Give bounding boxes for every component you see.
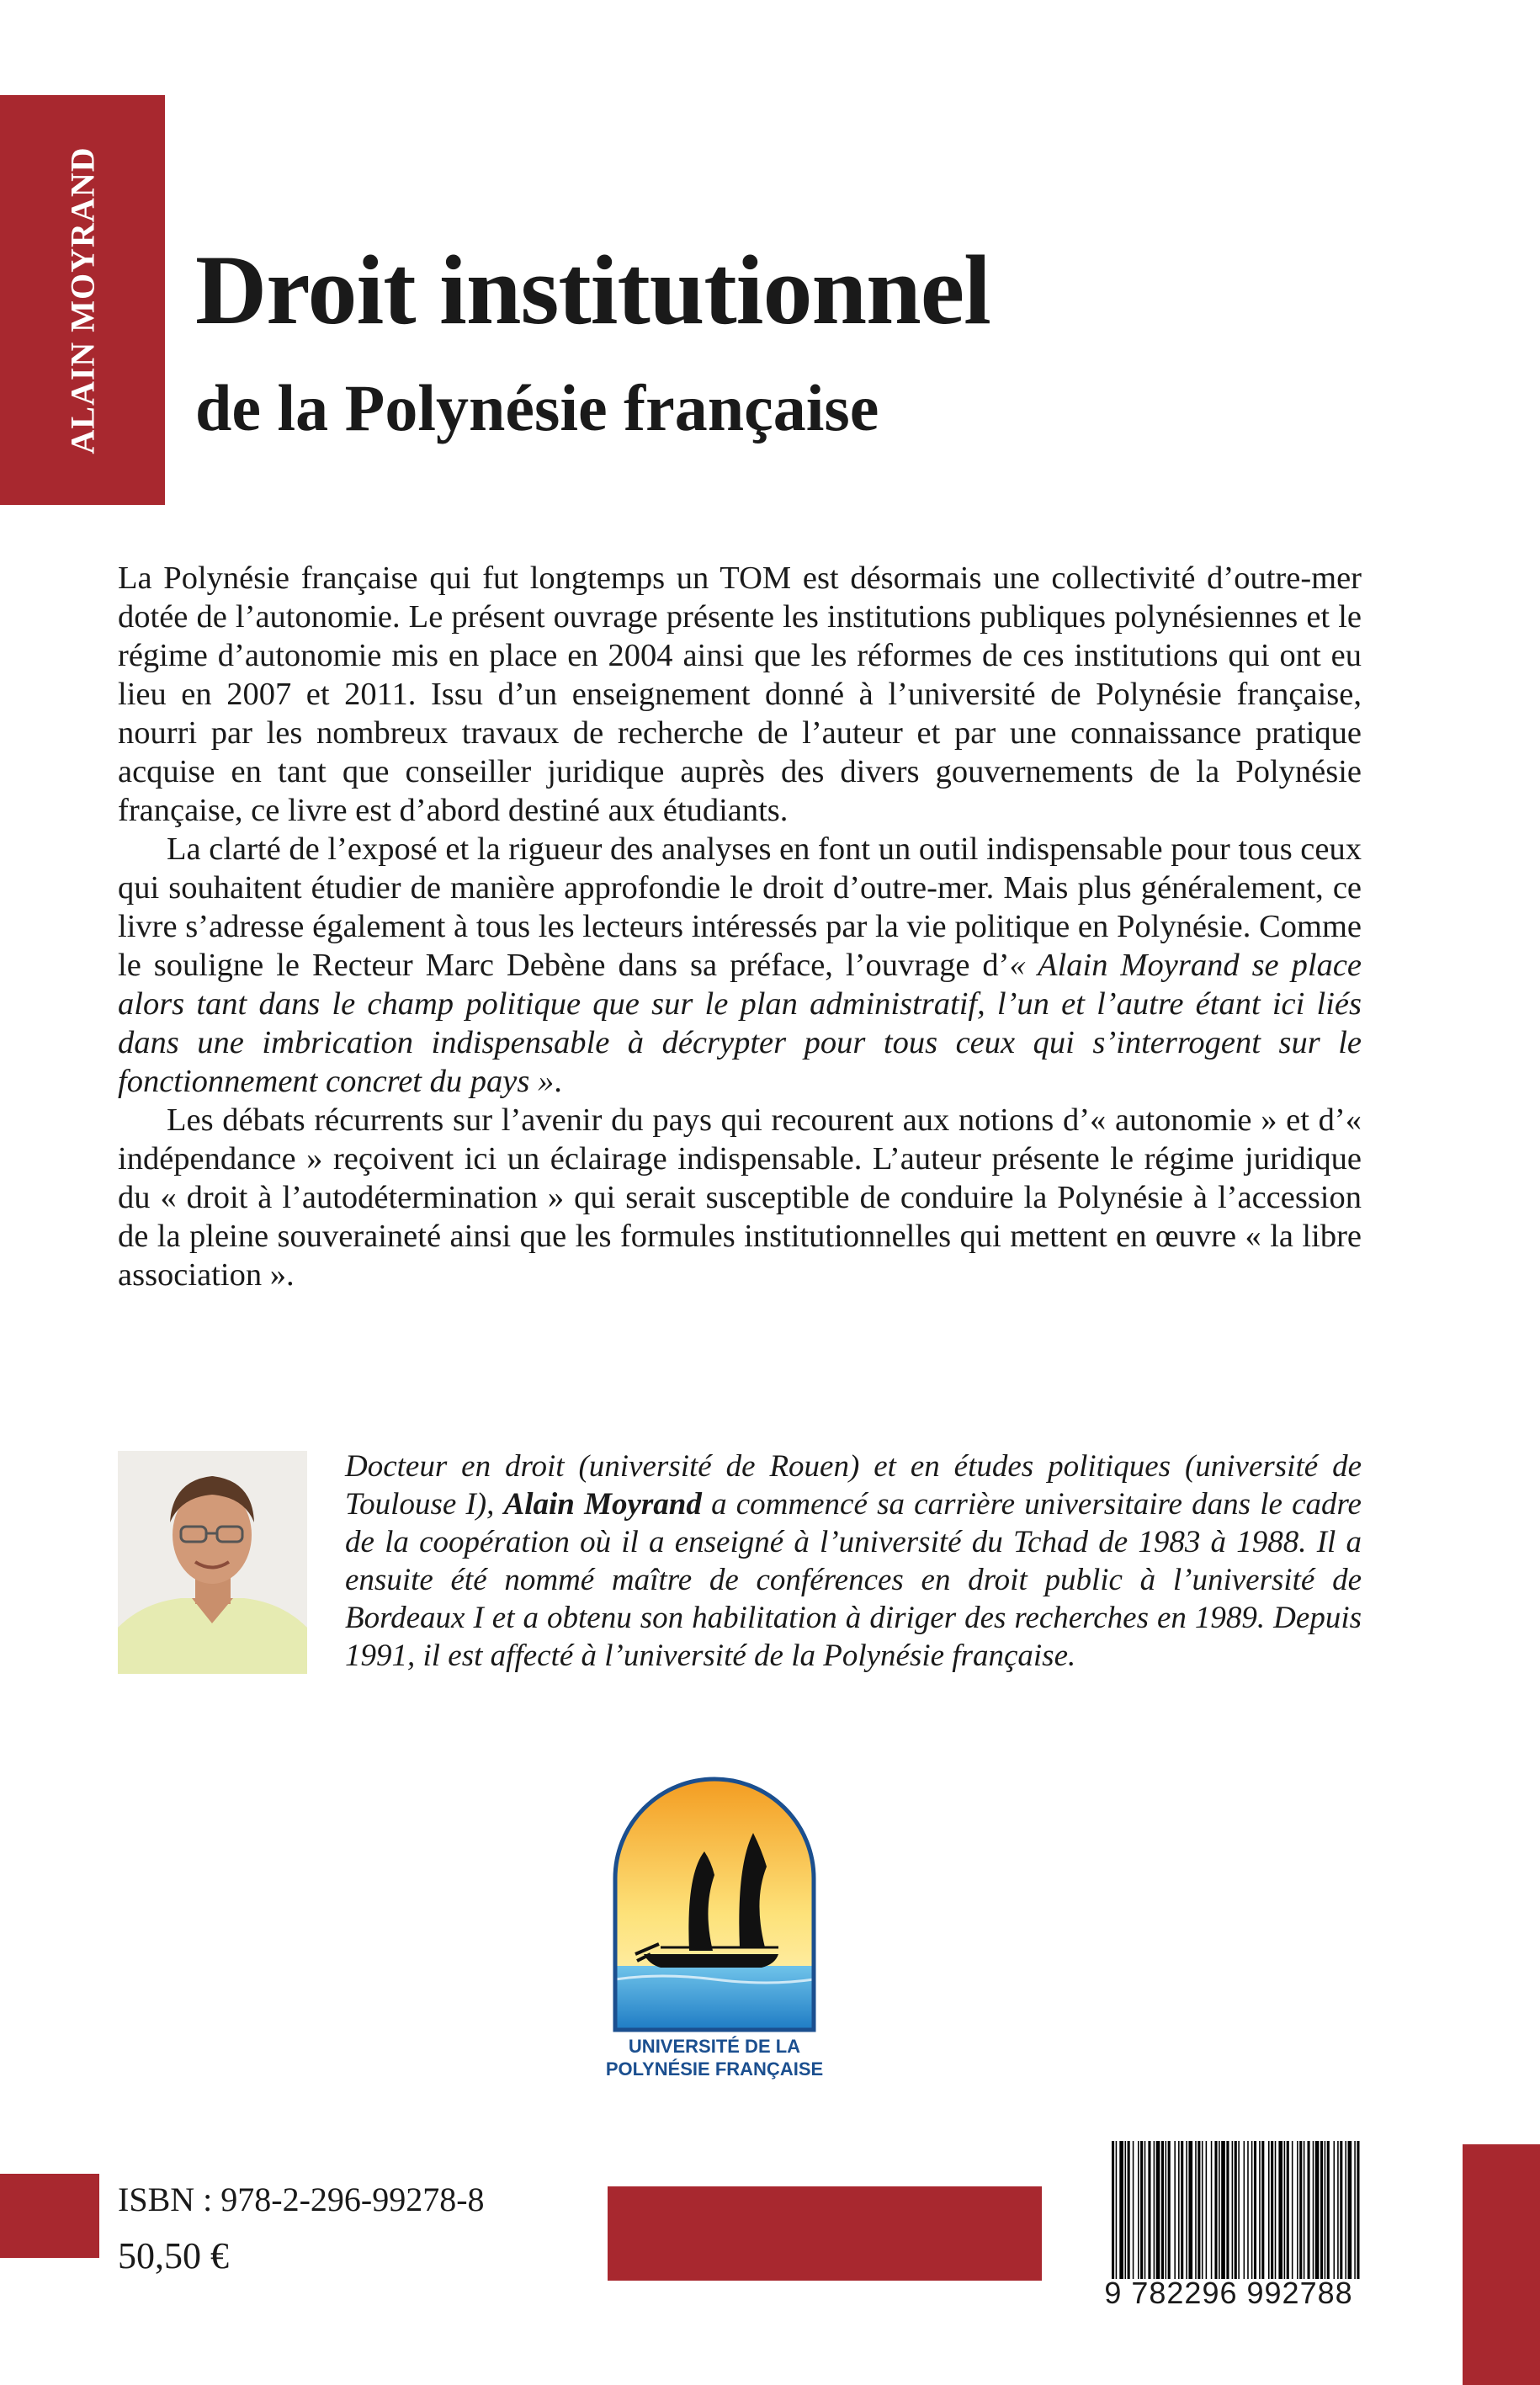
logo-caption-line-1: UNIVERSITÉ DE LA — [628, 2036, 801, 2057]
barcode-bar — [1292, 2141, 1293, 2279]
barcode-bar — [1181, 2141, 1183, 2279]
bio-part-2: a commencé sa carrière universitaire dans le cadre de la coopération où il a enseigné à l’université du Tchad de 1983 à 1988. Il a ensuite été nommé maître de conférences en droit public à l’université de Bordeaux I et a obtenu son habilitation à diriger des recherches en 1989. Depuis 1991, il est affecté à l’université de la Polynésie française. — [345, 1487, 1362, 1673]
barcode-bar — [1334, 2141, 1336, 2279]
red-band-left — [0, 2174, 99, 2258]
barcode-bar — [1357, 2141, 1359, 2279]
barcode-bar — [1304, 2141, 1305, 2279]
barcode-bar — [1254, 2141, 1256, 2279]
barcode-bar — [1315, 2141, 1320, 2279]
barcode-bar — [1144, 2141, 1146, 2279]
barcode-bar — [1287, 2141, 1289, 2279]
barcode-bar — [1197, 2141, 1200, 2279]
barcode-bar — [1112, 2141, 1114, 2279]
barcode-bar — [1166, 2141, 1167, 2279]
barcode-bar — [1188, 2141, 1192, 2279]
barcode-bar — [1251, 2141, 1253, 2279]
barcode-bar — [1178, 2141, 1180, 2279]
logo-caption — [551, 2035, 878, 2080]
barcode-bar — [1128, 2141, 1130, 2279]
author-portrait-image — [118, 1451, 307, 1674]
barcode-bar — [1325, 2141, 1326, 2279]
barcode — [1108, 2141, 1361, 2279]
barcode-bar — [1211, 2141, 1213, 2279]
description-p2-end: . — [554, 1064, 562, 1099]
barcode-bar — [1148, 2141, 1150, 2279]
bio-part-1: Docteur en droit (université de Rouen) et en études politiques (université de Toulouse I), — [345, 1449, 1362, 1522]
barcode-bar — [1219, 2141, 1220, 2279]
isbn: ISBN : 978-2-296-99278-8 — [118, 2180, 485, 2218]
logo-caption-line-2: POLYNÉSIE FRANÇAISE — [605, 2058, 824, 2080]
red-band-middle — [608, 2186, 1042, 2281]
barcode-bar — [1168, 2141, 1171, 2279]
barcode-digits: 9 782296 992788 — [1104, 2276, 1353, 2310]
author-photo — [118, 1451, 307, 1674]
barcode-bar — [1174, 2141, 1176, 2279]
barcode-bar — [1340, 2141, 1342, 2279]
bio-author-name: Alain Moyrand — [503, 1487, 702, 1522]
barcode-bar — [1320, 2141, 1323, 2279]
barcode-bar — [1275, 2141, 1277, 2279]
barcode-bar — [1308, 2141, 1310, 2279]
barcode-bar — [1244, 2141, 1245, 2279]
barcode-bar — [1297, 2141, 1298, 2279]
preface-quote: « Alain Moyrand se place alors tant dans le champ politique que sur le plan administratif, l’un et l’autre étant ici liés dans une imbrication indispensable à décrypter pour tous ceux qui s’interrogent sur le fonctionnement concret du pays » — [118, 948, 1362, 1099]
barcode-bar — [1268, 2141, 1270, 2279]
barcode-bar — [1221, 2141, 1225, 2279]
book-description — [118, 559, 1362, 1294]
barcode-bar — [1119, 2141, 1123, 2279]
barcode-bar — [1271, 2141, 1273, 2279]
barcode-bar — [1138, 2141, 1139, 2279]
book-title: Droit institutionnel — [195, 235, 990, 345]
barcode-bar — [1232, 2141, 1234, 2279]
barcode-bar — [1278, 2141, 1282, 2279]
description-p2-intro: La clarté de l’exposé et la rigueur des analyses en font un outil indispensable pour tous ceux qui souhaitent étudier de manière approfondie le droit d’outre-mer. Mais plus généralement, ce livre s’adresse également à tous les lecteurs intéressés par la vie politique en Polynésie. Comme le souligne le Recteur Marc Debène dans sa préface, l’ouvrage d’ — [118, 831, 1362, 983]
barcode-bar — [1226, 2141, 1229, 2279]
barcode-bar — [1348, 2141, 1352, 2279]
barcode-bar — [1156, 2141, 1160, 2279]
barcode-bar — [1116, 2141, 1118, 2279]
barcode-bar — [1327, 2141, 1330, 2279]
red-band-right — [1463, 2144, 1540, 2385]
barcode-bar — [1259, 2141, 1261, 2279]
barcode-bar — [1202, 2141, 1203, 2279]
author-side-tab — [0, 95, 165, 505]
barcode-bar — [1354, 2141, 1356, 2279]
book-subtitle: de la Polynésie française — [195, 371, 879, 444]
barcode-bar — [1345, 2141, 1346, 2279]
barcode-bar — [1299, 2141, 1302, 2279]
barcode-bar — [1186, 2141, 1187, 2279]
barcode-bar — [1337, 2141, 1339, 2279]
author-name-vertical: ALAIN MOYRAND — [63, 146, 102, 454]
barcode-bar — [1284, 2141, 1286, 2279]
price: 50,50 € — [118, 2235, 229, 2276]
barcode-bar — [1125, 2141, 1127, 2279]
author-bio — [345, 1447, 1362, 1675]
barcode-bar — [1154, 2141, 1155, 2279]
barcode-bar — [1140, 2141, 1143, 2279]
description-paragraph-1: La Polynésie française qui fut longtemps un TOM est désormais une collectivité d’outre-mer dotée de l’autonomie. Le présent ouvrage présente les institutions publiques polynésiennes et le régime d’autonomie mis en place en 2004 ainsi que les réformes de ces institutions qui ont eu lieu en 2007 et 2011. Issu d’un enseignement donné à l’université de Polynésie française, nourri par les nombreux travaux de recherche de l’auteur et par une connaissance pratique acquise en tant que conseiller juridique auprès des divers gouvernements de la Polynésie française, ce livre est d’abord destiné aux étudiants. — [118, 560, 1362, 828]
barcode-bar — [1195, 2141, 1197, 2279]
description-paragraph-3: Les débats récurrents sur l’avenir du pays qui recourent aux notions d’« autonomie » et d’« indépendance » reçoivent ici un éclairage indispensable. L’auteur présente le régime juridique du « droit à l’autodétermination » qui serait susceptible de conduire la Polynésie à l’accession de la pleine souveraineté ainsi que les formules institutionnelles qui mettent en œuvre « la libre association ». — [118, 1102, 1362, 1293]
barcode-bar — [1261, 2141, 1264, 2279]
barcode-bar — [1313, 2141, 1314, 2279]
barcode-bar — [1161, 2141, 1164, 2279]
barcode-bar — [1238, 2141, 1240, 2279]
barcode-bar — [1206, 2141, 1208, 2279]
description-paragraph-2 — [118, 830, 1362, 1101]
barcode-bar — [1133, 2141, 1134, 2279]
barcode-bar — [1247, 2141, 1249, 2279]
barcode-bar — [1214, 2141, 1217, 2279]
barcode-bar — [1235, 2141, 1237, 2279]
